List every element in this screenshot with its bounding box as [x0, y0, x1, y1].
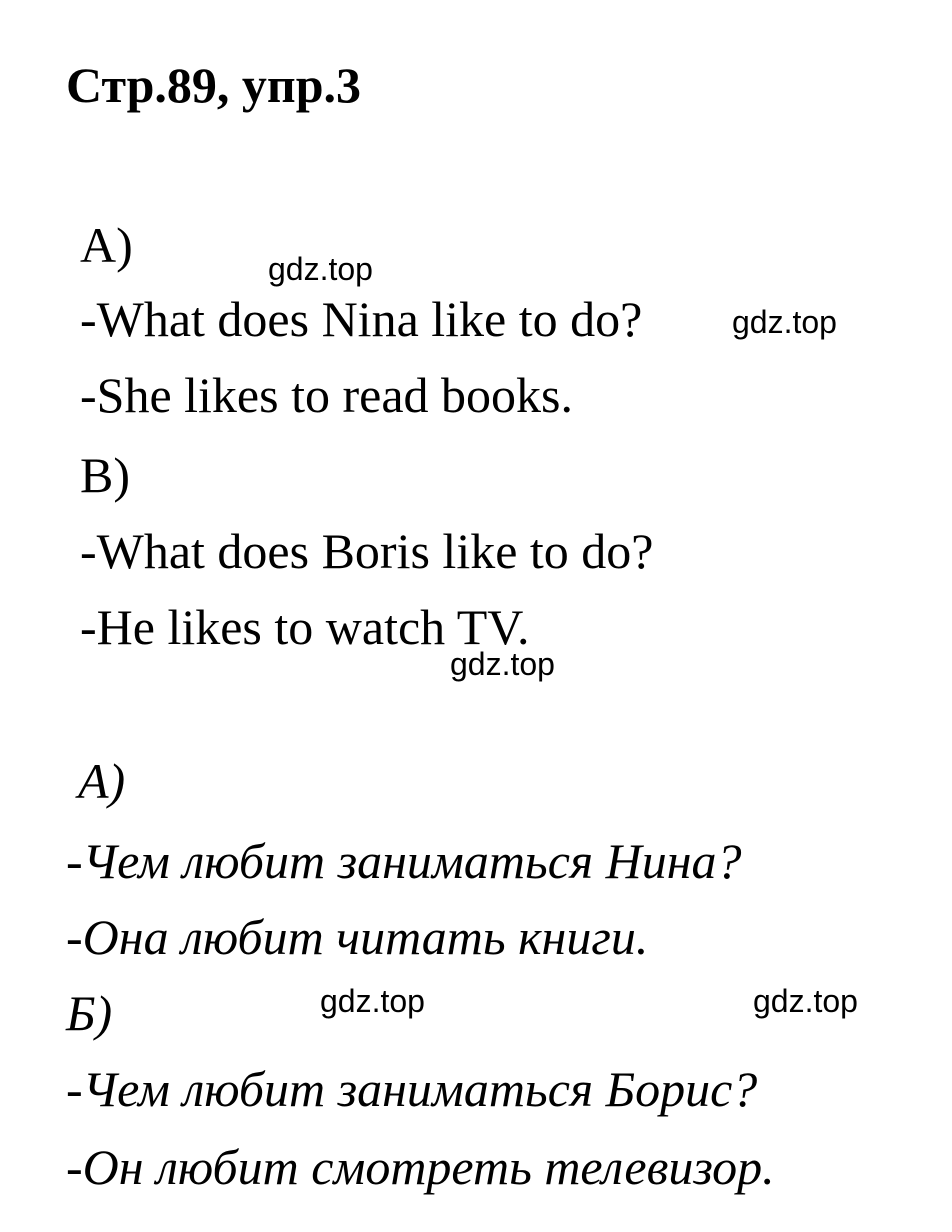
answer-b-ru: -Он любит смотреть телевизор. [66, 1139, 775, 1195]
answer-b-en: -He likes to watch TV. [80, 599, 530, 655]
section-b-label-ru: Б) [66, 985, 113, 1041]
question-a-ru: -Чем любит заниматься Нина? [66, 833, 742, 889]
question-b-ru: -Чем любит заниматься Борис? [66, 1061, 758, 1117]
watermark: gdz.top [732, 304, 837, 340]
watermark: gdz.top [450, 646, 555, 682]
section-a-label-ru: А) [78, 753, 126, 809]
answer-a-en: -She likes to read books. [80, 367, 573, 423]
watermark: gdz.top [753, 983, 858, 1019]
question-b-en: -What does Boris like to do? [80, 523, 654, 579]
question-a-en: -What does Nina like to do? [80, 291, 643, 347]
section-b-label: B) [80, 447, 130, 503]
watermark: gdz.top [320, 983, 425, 1019]
watermark: gdz.top [268, 251, 373, 287]
section-a-label: A) [80, 217, 133, 273]
exercise-title: Стр.89, упр.3 [66, 57, 362, 113]
answer-a-ru: -Она любит читать книги. [66, 909, 649, 965]
